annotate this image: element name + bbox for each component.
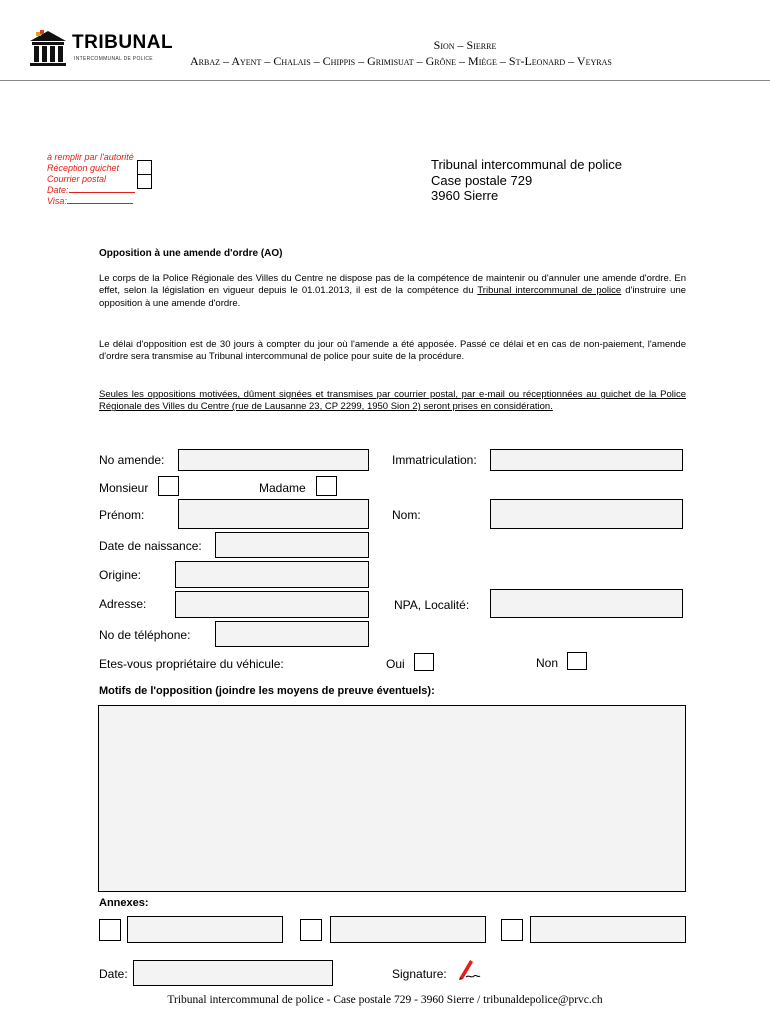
logo-subtitle: INTERCOMMUNAL DE POLICE — [74, 56, 153, 62]
nom-field[interactable] — [490, 499, 683, 529]
paragraph-conditions — [99, 389, 686, 414]
monsieur-label: Monsieur — [99, 481, 149, 495]
signature-label: Signature: — [392, 967, 447, 981]
date-label: Date: — [99, 967, 128, 981]
date-field[interactable] — [133, 960, 333, 986]
signature-pen-icon[interactable] — [456, 957, 482, 981]
madame-checkbox[interactable] — [316, 476, 337, 496]
date-naissance-label: Date de naissance: — [99, 539, 202, 553]
authority-date-label: Date: — [47, 185, 69, 195]
non-label: Non — [536, 656, 559, 670]
annexe-2-field[interactable] — [330, 916, 486, 943]
header-divider — [0, 80, 770, 81]
recipient-address — [431, 157, 622, 204]
prenom-field[interactable] — [178, 499, 369, 529]
no-amende-label: No amende: — [99, 453, 165, 467]
origine-field[interactable] — [175, 561, 369, 588]
paragraph-conditions-text: Seules les oppositions motivées, dûment signées et transmises par courrier postal, par e-mail ou réceptionnées au guichet de la Police Régionale des Villes du Centre (rue de Lausanne 23, CP 2299, 1950 Sion 2) seront prises en considération. — [99, 389, 686, 413]
authority-visa-row — [47, 196, 135, 207]
tribunal-link[interactable]: Tribunal intercommunal de police — [477, 285, 622, 297]
annexe-3-field[interactable] — [530, 916, 686, 943]
authority-reception-label: Réception guichet — [47, 163, 120, 173]
header-city-line: Sion – Sierre — [433, 38, 497, 52]
telephone-label: No de téléphone: — [99, 628, 191, 642]
madame-label: Madame — [259, 481, 306, 495]
address-line-2: Case postale 729 — [431, 172, 533, 188]
adresse-label: Adresse: — [99, 597, 147, 611]
proprietaire-label: Etes-vous propriétaire du véhicule: — [99, 657, 284, 671]
non-checkbox[interactable] — [567, 652, 587, 670]
annexes-label: Annexes: — [99, 897, 149, 909]
date-naissance-field[interactable] — [215, 532, 369, 558]
footer-text: Tribunal intercommunal de police - Case postale 729 - 3960 Sierre / tribunaldepolice@prvc.ch — [167, 994, 603, 1006]
paragraph-delai: Le délai d'opposition est de 30 jours à compter du jour où l'amende a été apposée. Passé ce délai et en cas de non-paiement, l'amende d'ordre sera transmise au Tribunal intercommunal de police pour suite de la procédure. — [99, 339, 686, 363]
immatriculation-label: Immatriculation: — [392, 453, 477, 467]
annexe-2-checkbox[interactable] — [300, 919, 322, 941]
nom-label: Nom: — [392, 508, 421, 522]
authority-block — [47, 152, 135, 207]
npa-localite-label: NPA, Localité: — [394, 598, 470, 612]
oui-checkbox[interactable] — [414, 653, 434, 671]
authority-date-line — [69, 185, 135, 193]
annexe-3-checkbox[interactable] — [501, 919, 523, 941]
paragraph-competence-part-a: Le corps de la Police Régionale des Villes du Centre ne dispose pas de la compétence de maintenir ou d'annuler une amende d'ordre. En effet, selon la législation en vigueur depuis le 01.01.2013, il est de la compétence du — [99, 273, 686, 297]
annexe-1-checkbox[interactable] — [99, 919, 121, 941]
paragraph-competence — [99, 273, 686, 310]
document-title: Opposition à une amende d'ordre (AO) — [99, 248, 283, 259]
annexe-1-field[interactable] — [127, 916, 283, 943]
telephone-field[interactable] — [215, 621, 369, 647]
authority-courrier-label: Courrier postal — [47, 174, 107, 184]
logo-title: TRIBUNAL — [72, 32, 174, 53]
reception-guichet-checkbox[interactable] — [137, 160, 152, 175]
paragraph-competence-part-b: d'instruire une opposition à une amende d'ordre. — [99, 285, 687, 309]
npa-localite-field[interactable] — [490, 589, 683, 618]
authority-visa-label: Visa: — [47, 196, 67, 206]
oui-label: Oui — [386, 657, 405, 671]
adresse-field[interactable] — [175, 591, 369, 618]
courrier-postal-checkbox[interactable] — [137, 174, 152, 189]
address-line-3: 3960 Sierre — [431, 188, 499, 203]
motifs-label: Motifs de l'opposition (joindre les moyens de preuve éventuels): — [99, 685, 435, 697]
prenom-label: Prénom: — [99, 508, 145, 522]
authority-title: à remplir par l'autorité — [47, 152, 134, 162]
authority-date-row — [47, 185, 135, 196]
no-amende-field[interactable] — [178, 449, 369, 471]
monsieur-checkbox[interactable] — [158, 476, 179, 496]
immatriculation-field[interactable] — [490, 449, 683, 471]
authority-visa-line — [67, 196, 133, 204]
header-communes-line: Arbaz – Ayent – Chalais – Chippis – Grimisuat – Grône – Miège – St-Leonard – Veyras — [190, 54, 612, 68]
motifs-textarea[interactable] — [98, 705, 686, 892]
origine-label: Origine: — [99, 568, 142, 582]
address-line-1: Tribunal intercommunal de police — [431, 157, 623, 172]
